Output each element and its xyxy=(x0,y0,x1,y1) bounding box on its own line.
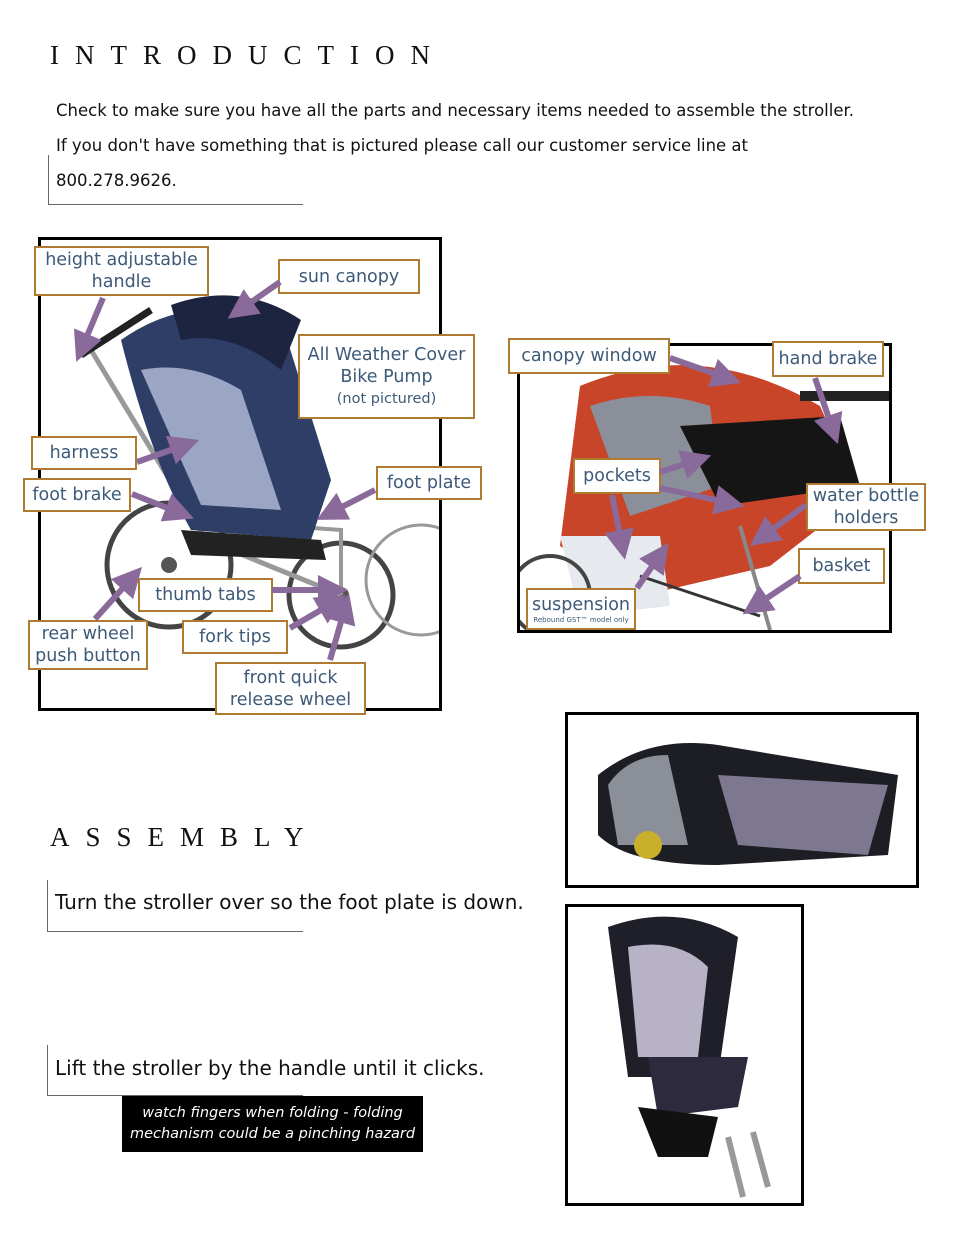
label-foot-brake xyxy=(23,478,131,512)
label-basket xyxy=(798,548,885,584)
label-harness xyxy=(31,436,137,470)
label-foot-plate-text: foot plate xyxy=(386,473,472,493)
label-all-weather-cover xyxy=(298,334,475,419)
pinch-warning-line-1: watch fingers when folding - folding xyxy=(142,1105,403,1121)
intro-phone: 800.278.9626. xyxy=(56,171,177,190)
label-cover-line-2: Bike Pump xyxy=(340,366,433,387)
assembly-step-2: Lift the stroller by the handle until it clicks. xyxy=(55,1056,485,1080)
intro-heading: INTRODUCTION xyxy=(50,40,446,70)
label-hand-brake xyxy=(772,341,884,377)
label-water-bottle-line-2: holders xyxy=(833,508,899,528)
label-pockets-text: pockets xyxy=(583,466,651,486)
assembly-step-1: Turn the stroller over so the foot plate is down. xyxy=(55,890,524,914)
label-canopy-window xyxy=(508,338,670,374)
label-rear-wheel-line-2: push button xyxy=(35,646,141,666)
label-front-wheel-line-2: release wheel xyxy=(229,689,352,710)
label-cover-note: (not pictured) xyxy=(336,390,437,407)
label-water-bottle-holders xyxy=(806,483,926,531)
pinch-warning xyxy=(122,1096,423,1152)
label-water-bottle-line-1: water bottle xyxy=(812,486,920,506)
label-height-handle-line-2: handle xyxy=(91,272,152,292)
label-cover-line-1: All Weather Cover xyxy=(307,344,466,365)
folded-stroller-drawing-side xyxy=(568,907,801,1203)
label-harness-text: harness xyxy=(49,443,119,463)
intro-line-2: If you don't have something that is pictured please call our customer service line at xyxy=(56,136,749,155)
label-foot-plate xyxy=(376,466,482,500)
label-sun-canopy xyxy=(278,259,420,294)
assembly-heading: ASSEMBLY xyxy=(50,822,320,852)
label-pockets xyxy=(573,458,661,494)
label-front-quick-release-wheel xyxy=(215,662,366,715)
label-suspension-note: Rebound GST™ model only xyxy=(533,616,629,624)
label-rear-wheel-line-1: rear wheel xyxy=(41,624,135,644)
label-suspension-text: suspension xyxy=(531,595,631,615)
label-fork-tips xyxy=(182,620,288,654)
label-fork-tips-text: fork tips xyxy=(199,627,271,647)
label-thumb-tabs-text: thumb tabs xyxy=(155,585,256,605)
folded-stroller-photo-top xyxy=(565,712,919,888)
folded-stroller-photo-side xyxy=(565,904,804,1206)
label-sun-canopy-text: sun canopy xyxy=(298,266,400,287)
label-rear-wheel-push-button xyxy=(28,620,148,670)
label-foot-brake-text: foot brake xyxy=(32,485,122,505)
label-thumb-tabs xyxy=(138,578,273,612)
folded-stroller-drawing-top xyxy=(568,715,916,885)
label-basket-text: basket xyxy=(812,556,871,576)
label-height-handle-line-1: height adjustable xyxy=(45,250,198,270)
label-suspension xyxy=(526,588,636,630)
label-canopy-window-text: canopy window xyxy=(521,346,657,366)
label-height-adjustable-handle xyxy=(34,246,209,296)
intro-line-1: Check to make sure you have all the parts and necessary items needed to assemble the stroller. xyxy=(56,101,855,120)
label-front-wheel-line-1: front quick xyxy=(243,667,338,688)
label-hand-brake-text: hand brake xyxy=(778,349,878,369)
pinch-warning-line-2: mechanism could be a pinching hazard xyxy=(129,1126,416,1142)
